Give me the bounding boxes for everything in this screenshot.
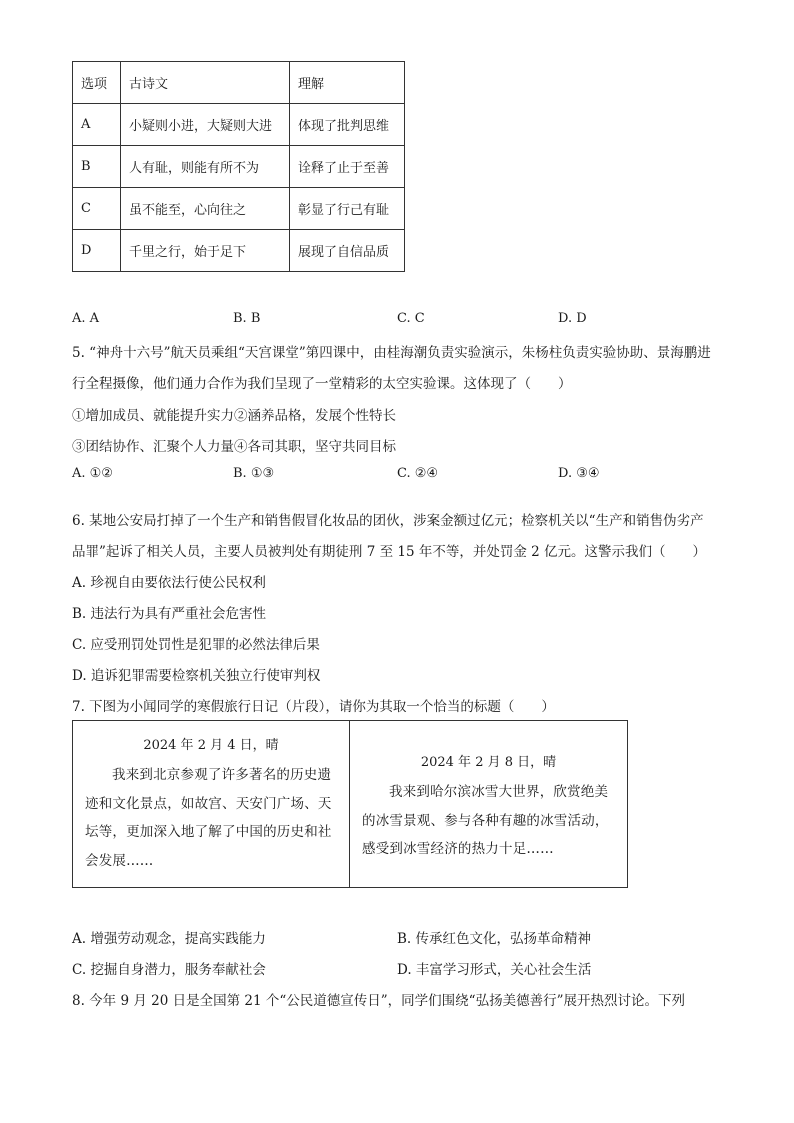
table-cell: A: [73, 104, 121, 146]
diary-right-text: 我来到哈尔滨冰雪大世界，欣赏绝美的冰雪景观、参与各种有趣的冰雪活动，感受到冰雪经济的热力十足……: [362, 784, 609, 857]
q4-option-d[interactable]: D. D: [558, 311, 587, 326]
table-row: [73, 188, 405, 230]
diary-left-text: 我来到北京参观了许多著名的历史遗迹和文化景点，如故宫、天安门广场、天坛等，更加深入地了解了中国的历史和社会发展……: [85, 767, 332, 869]
table-header-row: [73, 62, 405, 104]
table-header-cell: 选项: [73, 62, 121, 104]
table-cell: 小疑则小进，大疑则大进: [121, 104, 290, 146]
q8-stem-line1: 8. 今年 9 月 20 日是全国第 21 个“公民道德宣传日”，同学们围绕“弘扬美德善行”展开热烈讨论。下列: [72, 993, 685, 1009]
diary-entry-left: [73, 721, 350, 887]
q5-option-b[interactable]: B. ①③: [233, 466, 275, 481]
q7-option-d[interactable]: D. 丰富学习形式，关心社会生活: [397, 962, 592, 978]
q5-statements-2: ③团结协作、汇聚个人力量④各司其职，坚守共同目标: [72, 439, 396, 455]
table-header-cell: 理解: [290, 62, 405, 104]
q5-option-a[interactable]: A. ①②: [72, 466, 113, 481]
q6-option-c[interactable]: C. 应受刑罚处罚性是犯罪的必然法律后果: [72, 637, 320, 653]
table-row: [73, 104, 405, 146]
table-cell: B: [73, 146, 121, 188]
q5-statements-1: ①增加成员、就能提升实力②涵养品格，发展个性特长: [72, 408, 396, 424]
table-row: [73, 146, 405, 188]
table-cell: 展现了自信品质: [290, 230, 405, 272]
travel-diary-box: [72, 720, 628, 888]
table-cell: D: [73, 230, 121, 272]
q7-option-b[interactable]: B. 传承红色文化，弘扬革命精神: [397, 931, 592, 947]
table-cell: 彰显了行己有耻: [290, 188, 405, 230]
q6-stem-line1: 6. 某地公安局打掉了一个生产和销售假冒化妆品的团伙，涉案金额过亿元；检察机关以“生产和销售伪劣产: [72, 513, 704, 529]
q7-option-a[interactable]: A. 增强劳动观念，提高实践能力: [72, 931, 266, 947]
q6-option-a[interactable]: A. 珍视自由要依法行使公民权利: [72, 575, 266, 591]
q7-stem: 7. 下图为小闻同学的寒假旅行日记（片段），请你为其取一个恰当的标题（ ）: [72, 699, 555, 715]
diary-entry-right: [350, 721, 627, 887]
q4-option-a[interactable]: A. A: [72, 311, 100, 326]
table-cell: 体现了批判思维: [290, 104, 405, 146]
table-cell: 诠释了止于至善: [290, 146, 405, 188]
q4-option-c[interactable]: C. C: [397, 311, 425, 326]
table-cell: 人有耻，则能有所不为: [121, 146, 290, 188]
q7-option-c[interactable]: C. 挖掘自身潜力，服务奉献社会: [72, 962, 266, 978]
table-cell: 虽不能至，心向往之: [121, 188, 290, 230]
table-cell: C: [73, 188, 121, 230]
q6-option-b[interactable]: B. 违法行为具有严重社会危害性: [72, 606, 267, 622]
q4-option-b[interactable]: B. B: [233, 311, 261, 326]
q6-stem-line2: 品罪”起诉了相关人员，主要人员被判处有期徒刑 7 至 15 年不等，并处罚金 2 亿元。这警示我们（ ）: [72, 544, 707, 560]
q6-option-d[interactable]: D. 追诉犯罪需要检察机关独立行使审判权: [72, 668, 321, 684]
diary-right-date: 2024 年 2 月 8 日，晴: [420, 755, 557, 770]
diary-left-date: 2024 年 2 月 4 日，晴: [143, 738, 279, 753]
q5-option-c[interactable]: C. ②④: [397, 466, 439, 481]
q5-stem-line1: 5. “神舟十六号”航天员乘组“天宫课堂”第四课中，由桂海潮负责实验演示，朱杨柱负责实验协助、景海鹏进: [72, 345, 711, 361]
table-row: [73, 230, 405, 272]
options-table: [72, 61, 405, 272]
q5-option-d[interactable]: D. ③④: [558, 466, 600, 481]
q5-stem-line2: 行全程摄像，他们通力合作为我们呈现了一堂精彩的太空实验课。这体现了（ ）: [72, 376, 572, 392]
table-cell: 千里之行，始于足下: [121, 230, 290, 272]
table-header-cell: 古诗文: [121, 62, 290, 104]
